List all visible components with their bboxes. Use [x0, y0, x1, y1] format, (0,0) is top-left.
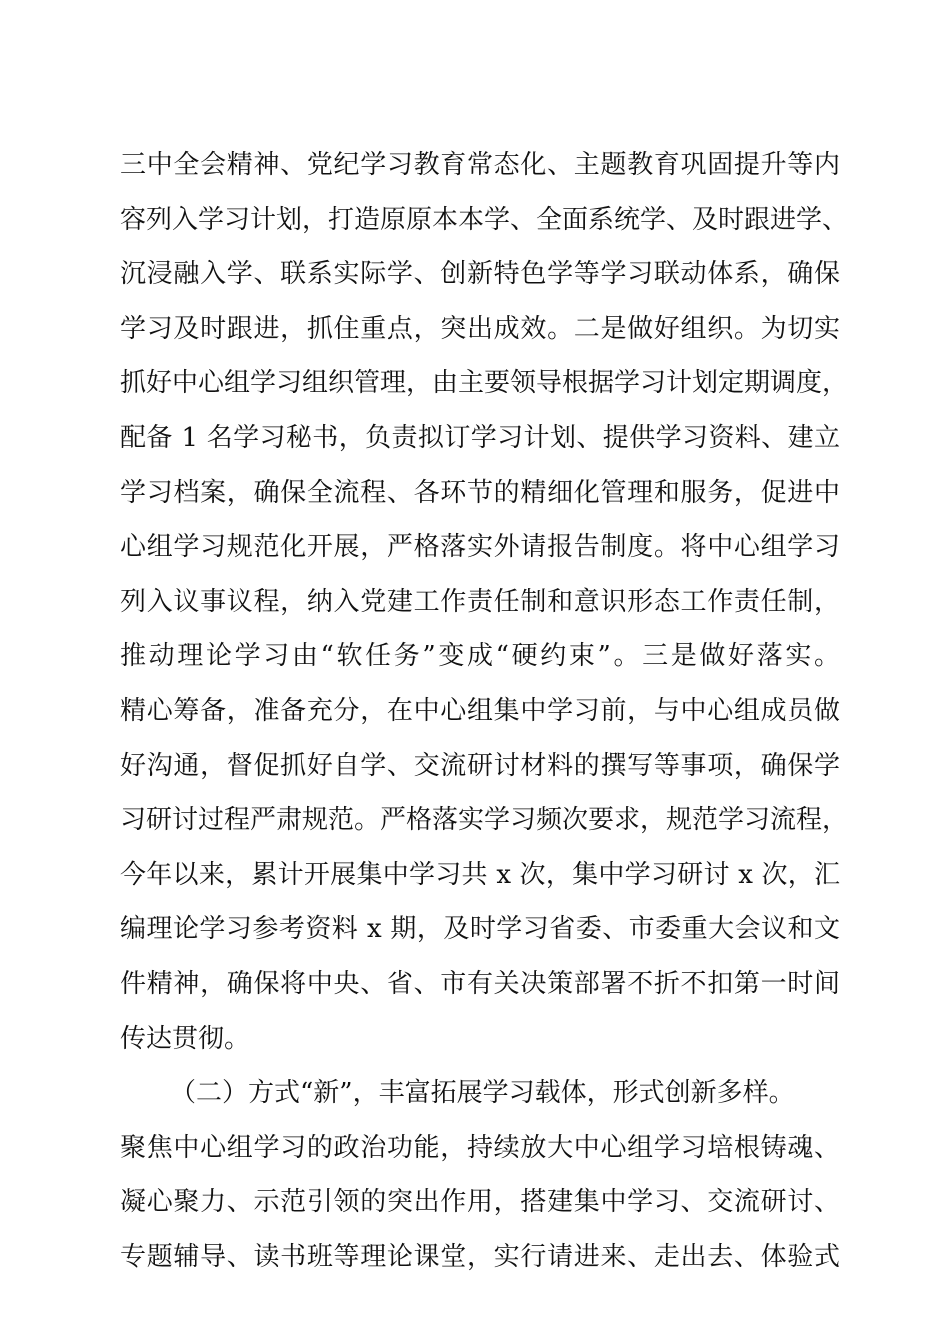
- document-body: [120, 138, 849, 1284]
- text-line: 学习及时跟进，抓住重点，突出成效。二是做好组织。为切实: [120, 313, 840, 344]
- text-line: 今年以来，累计开展集中学习共 x 次，集中学习研讨 x 次，汇: [120, 859, 840, 890]
- text-line: 容列入学习计划，打造原原本本学、全面系统学、及时跟进学、: [120, 204, 849, 235]
- text-line: 配备 1 名学习秘书，负责拟订学习计划、提供学习资料、建立: [120, 422, 840, 453]
- text-line: 抓好中心组学习组织管理，由主要领导根据学习计划定期调度，: [120, 368, 849, 399]
- text-line: 沉浸融入学、联系实际学、创新特色学等学习联动体系，确保: [120, 259, 840, 290]
- section-heading: （二）方式“新”，丰富拓展学习载体，形式创新多样。: [170, 1078, 795, 1109]
- text-line: 三中全会精神、党纪学习教育常态化、主题教育巩固提升等内: [120, 150, 840, 180]
- text-line: 件精神，确保将中央、省、市有关决策部署不折不扣第一时间: [120, 968, 840, 999]
- text-line: 传达贯彻。: [120, 1023, 251, 1054]
- text-line: 列入议事议程，纳入党建工作责任制和意识形态工作责任制，: [120, 586, 840, 617]
- text-line: 专题辅导、读书班等理论课堂，实行请进来、走出去、体验式: [120, 1241, 840, 1272]
- text-line: 习研讨过程严肃规范。严格落实学习频次要求，规范学习流程，: [120, 805, 849, 836]
- text-line: 推动理论学习由“软任务”变成“硬约束”。三是做好落实。: [120, 641, 840, 672]
- text-line: 心组学习规范化开展，严格落实外请报告制度。将中心组学习: [120, 532, 840, 563]
- text-line: 好沟通，督促抓好自学、交流研讨材料的撰写等事项，确保学: [120, 750, 840, 781]
- text-line: 凝心聚力、示范引领的突出作用，搭建集中学习、交流研讨、: [120, 1187, 840, 1218]
- text-line: 编理论学习参考资料 x 期，及时学习省委、市委重大会议和文: [120, 914, 840, 945]
- text-line: 聚焦中心组学习的政治功能，持续放大中心组学习培根铸魂、: [120, 1132, 840, 1163]
- text-line: 学习档案，确保全流程、各环节的精细化管理和服务，促进中: [120, 477, 840, 508]
- text-line: 精心筹备，准备充分，在中心组集中学习前，与中心组成员做: [120, 695, 840, 726]
